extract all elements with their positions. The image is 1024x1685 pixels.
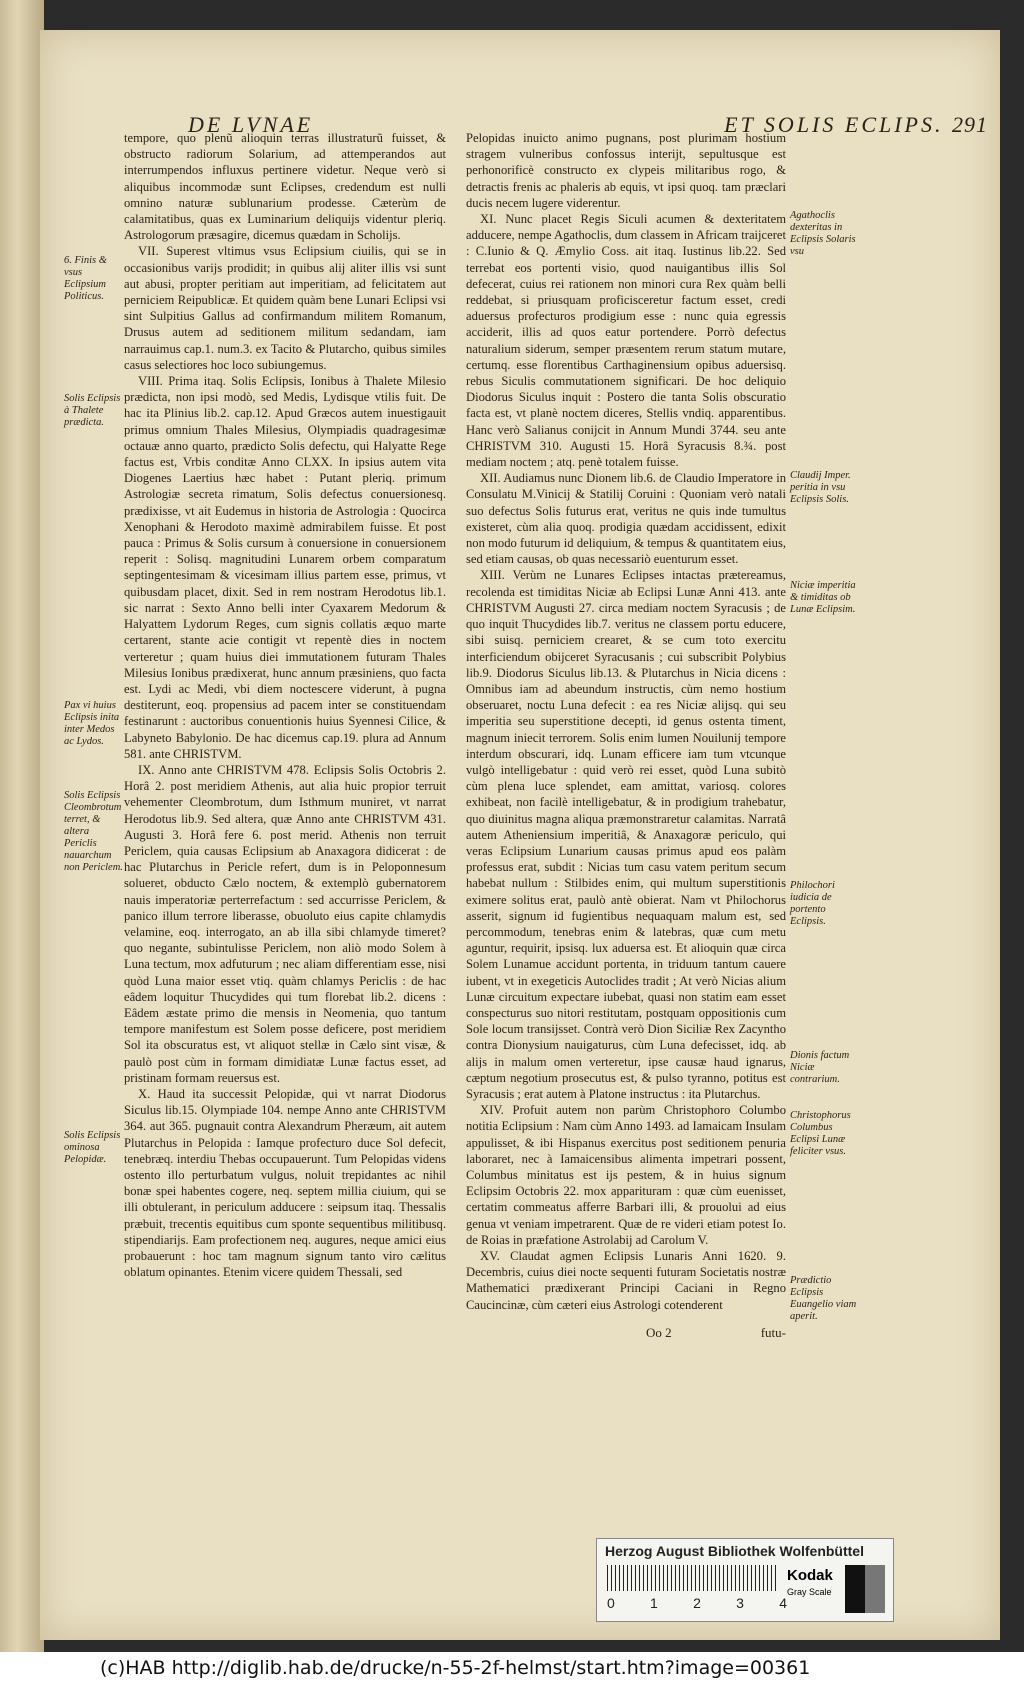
margin-note: Dionis factum Niciæ contrarium. xyxy=(790,1050,850,1085)
margin-note: Niciæ imperitia & timiditas ob Lunæ Eclipsim. xyxy=(790,580,856,615)
paragraph: tempore, quo plenũ alioquin terras illustraturũ fuisset, & obstructo radiorum Solarium, ad attemperandos aut interrumpendos influxus pertinere videtur. Neque verò si aliquibus incommodæ sunt Eclipses, credendum est nulli omnino naturæ sublunarium prodesse. Cæterùm de calamitatibus, quas ex Luminarium deliquijs videntur pleriq. Astrologorum præsagire, dicemus quædam in Scholijs. xyxy=(124,131,446,243)
ruler-numbers xyxy=(607,1595,787,1611)
margin-note: Agathoclis dexteritas in Eclipsis Solaris vsu xyxy=(790,210,856,257)
margin-note: Solis Eclipsis ominosa Pelopidæ. xyxy=(64,1130,121,1165)
margin-note: Pax vi huius Eclipsis inita inter Medos ac Lydos. xyxy=(64,700,120,747)
margin-note: Christophorus Columbus Eclipsi Lunæ feliciter vsus. xyxy=(790,1110,851,1157)
gray-scale-label: Gray Scale xyxy=(787,1587,832,1597)
ruler-scale xyxy=(607,1565,777,1591)
paragraph: IX. Anno ante CHRISTVM 478. Eclipsis Solis Octobris 2. Horâ 2. post meridiem Athenis, aut alia huic propior terruit vehementer Cleombrotum, dum Isthmum muniret, vt narrat Herodotus lib.9. Sed altera, quæ Anno ante CHRISTVM 431. Augusti 3. Horâ fere 6. post merid. Athenis non terruit Periclem, quia causas Eclipsium ab Anaxagora didicerat : de hac Plutarchus in Pericle refert, dum is in Peloponnesum solueret, obducto Cælo noctem, & extemplò gubernatorem nauis imperatoriæ perterrefactum : sed accurrisse Periclem, & panico illum terrore liberasse, obuoluto eius capite chlamydis velamine, eoq. interrogato, an ab illa sibi chlamyde timeret? quo negante, subintulisse Periclem, non aliò modo Solem à Luna tectum, mox adfuturum ; nec aliam differentiam esse, nisi quòd Luna maior esset vtiq. quàm chlamys Periclis : de hac eâdem loquitur Thucydides qui tum florebat lib.2. dicens : Eâdem æstate primo die mensis in Neomenia, quo tantum tempore manifestum est Solem posse deficere, post meridiem Sol ita obscuratus est, vt aliquot stellæ in Cælo sint visæ, & paulò post cùm in formam dimidiatæ Lunæ factus esset, ad pristinam formam reuersus est. xyxy=(124,762,446,1085)
page-footer xyxy=(466,1325,786,1341)
running-head-right: ET SOLIS ECLIPS. xyxy=(724,112,944,137)
copyright-bar: (c)HAB http://diglib.hab.de/drucke/n-55-2f-helmst/start.htm?image=00361 xyxy=(0,1652,1024,1685)
paragraph: XIV. Profuit autem non parùm Christophoro Columbo notitia Eclipsium : Nam cùm Anno 1493. ad Iamaicam Insulam appulisset, & ibi Hispanus exercitus post seditionem penuria laboraret, nec à Iamaicensibus alimenta impetrari possent, Columbus minitatus est ijs pestem, & in huius signum Eclipsim Octobris 22. mox apparituram : quæ cùm euenisset, certatim commeatus afferre Barbari illi, & prouolui ad eius genua vt veniam impetrarent. Quæ de re videri etiam potest Io. de Roias in præfatione Astrolabij ad Carolum V. xyxy=(466,1103,786,1247)
margin-note: Solis Eclipsis à Thalete prædicta. xyxy=(64,393,121,428)
book-gutter xyxy=(0,0,44,1685)
paragraph: XI. Nunc placet Regis Siculi acumen & dexteritatem adducere, nempe Agathoclis, dum classem in Africam traijceret : C.Iunio & Q. Æmylio Coss. ait itaq. Iustinus lib.22. Sed terrebat eos portenti visio, quod nauigantibus illis Sol defecerat, cuius rei rationem non minori cura Rex quàm belli reddebat, si priusquam proficisceretur factum esset, credi aduersus profecturos prodigium esse : nunc quia egressis acciderit, illis ad quos eatur portendere. Porrò defectus naturalium siderum, semper præsentem rerum statum mutare, certumq. esse florentibus Carthaginensium opibus aduersisq. rebus Siculis commutationem significari. De hoc deliquio Diodorus Siculus inquit : Postero die tanta Solis obscuratio facta est, vt planè noctem diceres, Stellis vndiq. apparentibus. Hanc verò Salianus conijcit in Annum Mundi 3744. seu ante CHRISTVM 310. Augusti 15. Horâ Syracusis 8.¾. post mediam noctem ; atq. penè totalem fuisse. xyxy=(466,212,786,470)
ruler-number: 3 xyxy=(736,1595,744,1611)
paragraph: Pelopidas inuicto animo pugnans, post plurimam hostium stragem vulneribus confossus interijt, sepultusque est perhonorificè constructo ex clypeis militaribus rogo, & detractis frenis ac phaleris ab equis, vt ipsi quoq. tam præclari ducis necem lugere viderentur. xyxy=(466,131,786,210)
margin-note: Philochori iudicia de portento Eclipsis. xyxy=(790,880,835,927)
signature-mark: Oo 2 xyxy=(646,1325,672,1340)
gray-patch xyxy=(845,1565,885,1613)
paragraph: VIII. Prima itaq. Solis Eclipsis, Ionibus à Thalete Milesio prædicta, non ipsi modò, sed Medis, Lydisque vtilis fuit. De hac ita Plinius lib.2. cap.12. Apud Græcos autem inuestigauit primus omnium Thales Milesius, Olympiadis quadragesimæ octauæ anno quarto, prædicto Solis defectu, qui Halyatte Rege factus est, Vrbis conditæ Anno CLXX. In ipsius autem vita Diogenes Laertius hæc habet : Putant pleriq. primum Astrologiæ secreta rimatum, Solis defectus conuersionesq. prædixisse, vt ait Eudemus in historia de Astrologia : Quocirca Xenophani & Herodoto maximè admirabilem fuisse. Et post pauca : Primus & Solis cursum à conuersione in conuersionem reperit : Solisq. magnitudini Lunarem orbem comparatum septingentesimam & vicesimam illius partem esse, primus, vt quibusdam placet, dixit. Sed in rem nostram Herodotus lib.1. sic narrat : Sexto Anno belli inter Cyaxarem Medorum & Halyattem Lydorum Reges, cum signis collatis æquo marte certarent, stante acie contigit vt repentè dies in noctem verteretur ; quam huius diei immutationem futuram Thales Milesius Ionibus prædixerat, hunc annum præsiniens, quo facta est. Lydi ac Medi, vbi diem noctescere viderunt, à pugna destiterunt, eoq. propensius ad pacem inter se constituendam festinarunt : auctoribus conuentionis huius Syennesi Cilice, & Labyneto Babylonio. De hac dicemus cap.19. plura ad Annum 581. ante CHRISTVM. xyxy=(124,374,446,761)
kodak-logo: Kodak xyxy=(787,1567,833,1584)
library-name: Herzog August Bibliothek Wolfenbüttel xyxy=(605,1543,864,1559)
margin-note: 6. Finis & vsus Eclipsium Politicus. xyxy=(64,255,107,302)
left-column xyxy=(124,130,446,1280)
ruler-number: 0 xyxy=(607,1595,615,1611)
right-column xyxy=(466,130,786,1313)
catchword: futu- xyxy=(760,1325,786,1340)
running-head-left: DE LVNAE xyxy=(188,112,314,137)
paragraph: XIII. Verùm ne Lunares Eclipses intactas prætereamus, recolenda est timiditas Niciæ ab Eclipsi Lunæ Anni 413. ante CHRISTVM Augusti 27. circa mediam noctem Syracusis ; de quo inquit Thucydides lib.7. veritus ne classem portu educere, sibi suisq. perniciem crearet, & se cum toto exercitu interficiendum obijceret Syracusanis ; cui subscribit Polybius lib.9. Diodorus Siculus lib.13. & Plutarchus in Nicia dicens : Omnibus iam ad abeundum instructis, cùm nemo hostium obseruaret, noctu Luna defecit : ea res Niciæ alijsq. qui seu imperitia seu superstitione decepti, id genus ostenta timent, magnum iniecit terrorem. Solis enim lumen Nouilunij tempore interdum obscurari, idq. Lunam efficere iam tum vtcunque vulgò intelligebatur : quid verò rei esset, quòd Luna subitò cùm plena luce splendet, eam amittat, variosq. colores exhibeat, non facilè intelligebatur, & in prodigium trahebatur, quo diuinitus magna aliqua præmonstraretur calamitas. Narratâ autem Atheniensium imperitiâ, & Anaxagoræ periculo, qui veras Eclipsium Lunarium causas primus apud eos palàm professus erat, subdit : Nicias tum casu vatem peritum secum habebat nullum : Stilbides enim, qui multum superstitionis eximere solitus erat, paulò antè obierat. Nam vt Philochorus asserit, signum id fugientibus nequaquam malum est, sed percommodum, tenebras enim & latebras, quæ cum metu aguntur, requirit, ipsisq. lux aduersa est. Et alioquin quæ circa Solem Lunamue accidunt portenta, in triduum tantum cauere iubent, vt in exegeticis Autoclides tradit ; At verò Nicias alium Lunæ circuitum expectare iubebat, quasi non statim eam esset conspecturus suo nitori restitutam, postquam oppositionis cum Sole locum transijsset. Contrà verò Dion Siciliæ Rex Zacyntho contra Dionysium nauigaturus, cùm Luna defecisset, idq. ab alijs in malum omen verteretur, ipse causæ haud ignarus, cæptum negotium prosecutus est, & pulso tyranno, potitus est Syracusis ; erat autem à Platone instructus : ita Plutarchus. xyxy=(466,568,786,1101)
paragraph: XII. Audiamus nunc Dionem lib.6. de Claudio Imperatore in Consulatu M.Vinicij & Statilij Coruini : Quoniam verò natali suo defectus Solis futurus erat, veritus ne quis inde tumultus existeret, cùm alia quoq. prodigia quædam accidissent, edixit non modo futurum id deliquium, & tempus & quantitatem eius, sed etiam causas, ob quas necessariò euenturum esset. xyxy=(466,471,786,567)
paragraph: XV. Claudat agmen Eclipsis Lunaris Anni 1620. 9. Decembris, cuius diei nocte sequenti futuram Societatis nostræ Mathematici prædixerant Principi Caciani in Regno Caucincinæ, cùm cæteri eius Astrologi cotenderent xyxy=(466,1249,786,1312)
margin-note: Prædictio Eclipsis Euangelio viam aperit. xyxy=(790,1275,857,1322)
color-target xyxy=(596,1538,894,1622)
paragraph: X. Haud ita successit Pelopidæ, qui vt narrat Diodorus Siculus lib.15. Olympiade 104. nempe Anno ante CHRISTVM 364. aut 365. pugnauit contra Alexandrum Pheræum, ait autem Plutarchus in Pelopida : Iamque profecturo duce Sol defecit, tenebræq. interdiu Thebas occupauerunt. Tum Pelopidas videns ostento illo perturbatum vulgus, noluit trepidantes ac nihil bonæ spei habentes cogere, neq. septem millia ciuium, qui se illi obtulerant, in periculum adducere : seipsum itaq. Thessalis præbuit, trecentis equitibus cum sponte sequentibus militibusq. stipendiarijs. Eam profectionem neq. augures, neque amici eius probauerunt : hoc tam magnum signum tanto viro cælitus oblatum opinantes. Etenim vicere quidem Thessali, sed xyxy=(124,1086,446,1280)
ruler-number: 2 xyxy=(693,1595,701,1611)
ruler-number: 1 xyxy=(650,1595,658,1611)
margin-note: Solis Eclipsis Cleombrotum terret, & altera Periclis nauarchum non Periclem. xyxy=(64,790,123,873)
paragraph: VII. Superest vltimus vsus Eclipsium ciuilis, qui se in occasionibus varijs prodidit; in quibus alij aliter illis vsi sunt aut abusi, propter peritiam aut imperitiam, ad felicitatem aut perniciem Reipublicæ. Et quidem quàm bene Lunari Eclipsi vsi sint Sulpitius Gallus ad confirmandum militem Romanum, Drusus autem ad seditionem militum sedandam, iam narrauimus cap.1. num.3. ex Tacito & Plutarcho, quibus similes casus selectiores hoc loco subiungemus. xyxy=(124,244,446,372)
margin-note: Claudij Imper. peritia in vsu Eclipsis Solis. xyxy=(790,470,851,505)
ruler-number: 4 xyxy=(779,1595,787,1611)
page-number: 291 xyxy=(952,112,988,137)
